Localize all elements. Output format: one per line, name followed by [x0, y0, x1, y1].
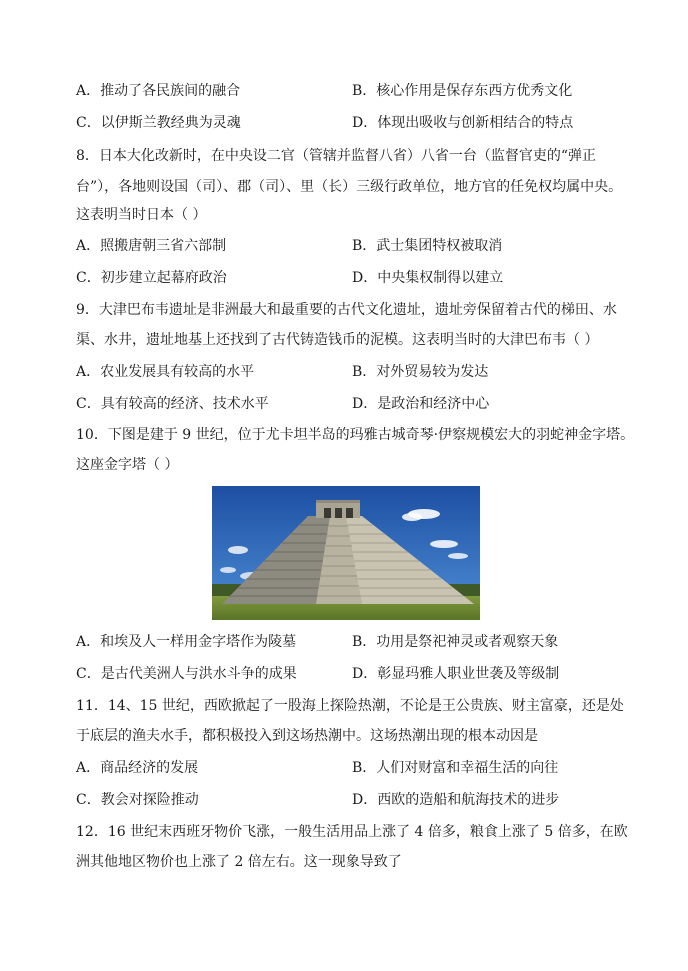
- q11-option-b: B．人们对财富和幸福生活的向往: [352, 760, 559, 776]
- q8-stem-line-3: 这表明当时日本（ ）: [76, 207, 207, 223]
- q11-option-a: A．商品经济的发展: [76, 760, 199, 776]
- q7-option-c: C．以伊斯兰教经典为灵魂: [76, 115, 241, 131]
- q10-option-d: D．彰显玛雅人职业世袭及等级制: [352, 666, 560, 682]
- q11-stem-line-2: 于底层的渔夫水手，都积极投入到这场热潮中。这场热潮出现的根本动因是: [76, 728, 538, 744]
- q7-option-a: A．推动了各民族间的融合: [76, 83, 241, 99]
- q10-stem-line-2: 这座金字塔（ ）: [76, 457, 179, 473]
- q11-option-c: C．教会对探险推动: [76, 792, 199, 808]
- q9-option-c: C．具有较高的经济、技术水平: [76, 396, 269, 412]
- q10-option-a: A．和埃及人一样用金字塔作为陵墓: [76, 634, 297, 650]
- q7-option-b: B．核心作用是保存东西方优秀文化: [352, 83, 573, 99]
- q11-stem-line-1: 11．14、15 世纪，西欧掀起了一股海上探险热潮，不论是王公贵族、财主富豪，还是处: [76, 698, 624, 714]
- q7-option-d: D．体现出吸收与创新相结合的特点: [352, 115, 574, 131]
- q8-option-c: C．初步建立起幕府政治: [76, 270, 227, 286]
- q10-option-c: C．是古代美洲人与洪水斗争的成果: [76, 666, 297, 682]
- q8-option-b: B．武士集团特权被取消: [352, 238, 503, 254]
- q12-stem-line-1: 12．16 世纪末西班牙物价飞涨，一般生活用品上涨了 4 倍多，粮食上涨了 5 倍多，在欧: [76, 824, 628, 840]
- q8-stem-line-1: 8．日本大化改新时，在中央设二官（管辖并监督八省）八省一台（监督官吏的“弹正: [76, 148, 597, 164]
- q10-stem-line-1: 10．下图是建于 9 世纪，位于尤卡坦半岛的玛雅古城奇琴·伊察规模宏大的羽蛇神金字塔。: [76, 427, 635, 443]
- pyramid-illustration: [212, 486, 480, 620]
- q11-option-d: D．西欧的造船和航海技术的进步: [352, 792, 560, 808]
- q8-stem-line-2: 台”），各地则设国（司）、郡（司）、里（长）三级行政单位，地方官的任免权均属中央。: [76, 179, 623, 195]
- q8-option-a: A．照搬唐朝三省六部制: [76, 238, 227, 254]
- q9-option-a: A．农业发展具有较高的水平: [76, 364, 255, 380]
- q9-stem-line-2: 渠、水井，遗址地基上还找到了古代铸造钱币的泥模。这表明当时的大津巴布韦（ ）: [76, 332, 599, 348]
- q9-stem-line-1: 9．大津巴布韦遗址是非洲最大和最重要的古代文化遗址，遗址旁保留着古代的梯田、水: [76, 302, 617, 318]
- q12-stem-line-2: 洲其他地区物价也上涨了 2 倍左右。这一现象导致了: [76, 854, 402, 870]
- q8-option-d: D．中央集权制得以建立: [352, 270, 504, 286]
- q10-option-b: B．功用是祭祀神灵或者观察天象: [352, 634, 559, 650]
- q9-option-b: B．对外贸易较为发达: [352, 364, 489, 380]
- pyramid-photo: [212, 486, 480, 620]
- q9-option-d: D．是政治和经济中心: [352, 396, 490, 412]
